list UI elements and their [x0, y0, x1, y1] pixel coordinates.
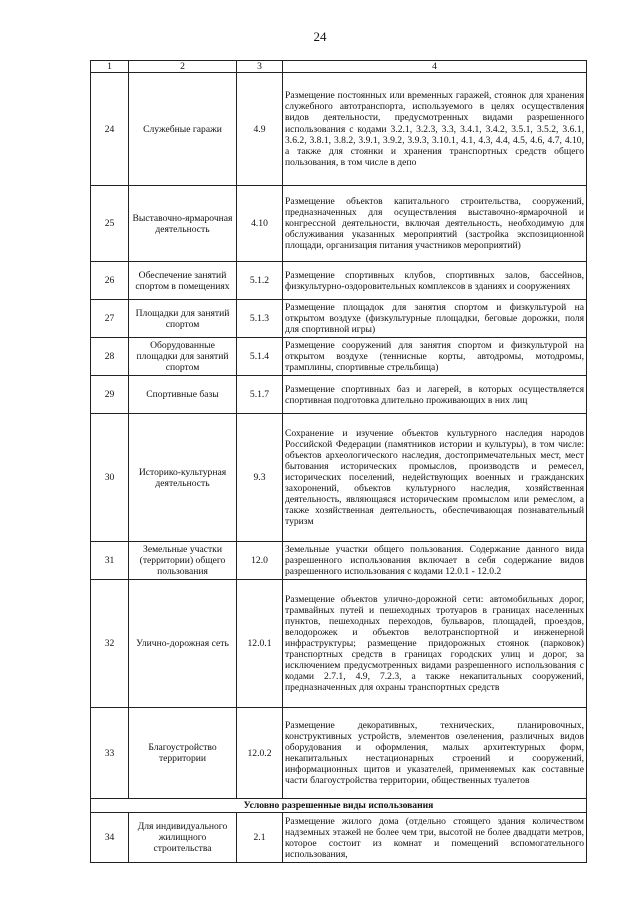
land-use-code: 12.0.2	[237, 708, 283, 799]
land-use-name: Земельные участки (территории) общего пользования	[129, 542, 237, 580]
table-row	[91, 338, 587, 376]
land-use-name: Историко-культурная деятельность	[129, 414, 237, 542]
land-use-code: 9.3	[237, 414, 283, 542]
land-use-name: Благоустройство территории	[129, 708, 237, 799]
land-use-description: Земельные участки общего пользования. Содержание данного вида разрешенного использования включает в себя содержание видов разрешенного использования с кодами 12.0.1 - 12.0.2	[283, 542, 587, 580]
table-row	[91, 813, 587, 863]
land-use-description: Размещение спортивных клубов, спортивных залов, бассейнов, физкультурно-оздоровительных комплексов в зданиях и сооружениях	[283, 262, 587, 300]
section-header-row	[91, 799, 587, 813]
land-use-name: Улично-дорожная сеть	[129, 580, 237, 708]
land-use-code: 5.1.2	[237, 262, 283, 300]
land-use-code: 5.1.7	[237, 376, 283, 414]
row-number: 28	[91, 338, 129, 376]
land-use-name: Площадки для занятий спортом	[129, 300, 237, 338]
land-use-code: 5.1.3	[237, 300, 283, 338]
row-number: 29	[91, 376, 129, 414]
row-number: 24	[91, 73, 129, 186]
land-use-description: Размещение объектов улично-дорожной сети: автомобильных дорог, трамвайных путей и пешеходных тротуаров в границах населенных пунктов, пешеходных переходов, бульваров, площадей, проездов, велодорожек и объектов велотранспортной и инженерной инфраструктуры; размещение придорожных стоянок (парковок) транспортных средств в границах городских улиц и дорог, за исключением предусмотренных видами разрешенного использования с кодами 2.7.1, 4.9, 7.2.3, а также некапитальных сооружений, предназначенных для охраны транспортных средств	[283, 580, 587, 708]
page-number: 24	[313, 29, 327, 44]
land-use-description: Размещение постоянных или временных гаражей, стоянок для хранения служебного автотранспорта, используемого в целях осуществления видов деятельности, предусмотренных видами разрешенного использования с кодами 3.2.1, 3.2.3, 3.3, 3.4.1, 3.4.2, 3.5.1, 3.5.2, 3.6.1, 3.6.2, 3.8.1, 3.8.2, 3.9.1, 3.9.2, 3.9.3, 3.10.1, 4.1, 4.3, 4.4, 4.5, 4.6, 4.7, 4.10, а также для стоянки и хранения транспортных средств общего пользования, в том числе в депо	[283, 73, 587, 186]
land-use-code: 5.1.4	[237, 338, 283, 376]
table-row	[91, 376, 587, 414]
land-use-name: Служебные гаражи	[129, 73, 237, 186]
table-row	[91, 300, 587, 338]
table-row	[91, 708, 587, 799]
column-number-3: 3	[237, 61, 283, 73]
land-use-name: Обеспечение занятий спортом в помещениях	[129, 262, 237, 300]
table-row	[91, 414, 587, 542]
land-use-description: Размещение декоративных, технических, планировочных, конструктивных устройств, элементов озеленения, различных видов оборудования и оформления, малых архитектурных форм, некапитальных нестационарных строений и сооружений, информационных щитов и указателей, применяемых как составные части благоустройства территории, общественных туалетов	[283, 708, 587, 799]
land-use-name: Выставочно-ярмарочная деятельность	[129, 186, 237, 262]
column-number-4: 4	[283, 61, 587, 73]
row-number: 25	[91, 186, 129, 262]
land-use-table	[90, 60, 587, 863]
land-use-code: 12.0	[237, 542, 283, 580]
land-use-code: 2.1	[237, 813, 283, 863]
section-title: Условно разрешенные виды использования	[91, 799, 587, 813]
land-use-description: Размещение спортивных баз и лагерей, в которых осуществляется спортивная подготовка длительно проживающих в них лиц	[283, 376, 587, 414]
land-use-description: Размещение жилого дома (отдельно стоящего здания количеством надземных этажей не более чем три, высотой не более двадцати метров, которое состоит из комнат и помещений вспомогательного использования,	[283, 813, 587, 863]
land-use-code: 4.9	[237, 73, 283, 186]
column-number-2: 2	[129, 61, 237, 73]
column-number-1: 1	[91, 61, 129, 73]
land-use-name: Спортивные базы	[129, 376, 237, 414]
row-number: 34	[91, 813, 129, 863]
land-use-description: Размещение объектов капитального строительства, сооружений, предназначенных для осуществления выставочно-ярмарочной и конгрессной деятельности, включая деятельность, необходимую для обслуживания указанных мероприятий (застройка экспозиционной площади, организация питания участников мероприятий)	[283, 186, 587, 262]
row-number: 26	[91, 262, 129, 300]
table-row	[91, 542, 587, 580]
land-use-description: Сохранение и изучение объектов культурного наследия народов Российской Федерации (памятников истории и культуры), в том числе: объектов археологического наследия, достопримечательных мест, мест бытования исторических промыслов, производств и ремесел, исторических поселений, недействующих военных и гражданских захоронений, объектов культурного наследия, хозяйственная деятельность, являющаяся историческим промыслом или ремеслом, а также хозяйственная деятельность, обеспечивающая познавательный туризм	[283, 414, 587, 542]
table-row	[91, 186, 587, 262]
table-row	[91, 73, 587, 186]
land-use-name: Для индивидуального жилищного строительства	[129, 813, 237, 863]
row-number: 30	[91, 414, 129, 542]
land-use-name: Оборудованные площадки для занятий спортом	[129, 338, 237, 376]
land-use-description: Размещение сооружений для занятия спортом и физкультурой на открытом воздухе (теннисные корты, автодромы, мотодромы, трамплины, спортивные стрельбища)	[283, 338, 587, 376]
land-use-code: 12.0.1	[237, 580, 283, 708]
row-number: 33	[91, 708, 129, 799]
land-use-code: 4.10	[237, 186, 283, 262]
table-row	[91, 580, 587, 708]
land-use-description: Размещение площадок для занятия спортом и физкультурой на открытом воздухе (физкультурные площадки, беговые дорожки, поля для спортивной игры)	[283, 300, 587, 338]
row-number: 27	[91, 300, 129, 338]
row-number: 31	[91, 542, 129, 580]
table-row	[91, 262, 587, 300]
column-number-row	[91, 61, 587, 73]
row-number: 32	[91, 580, 129, 708]
